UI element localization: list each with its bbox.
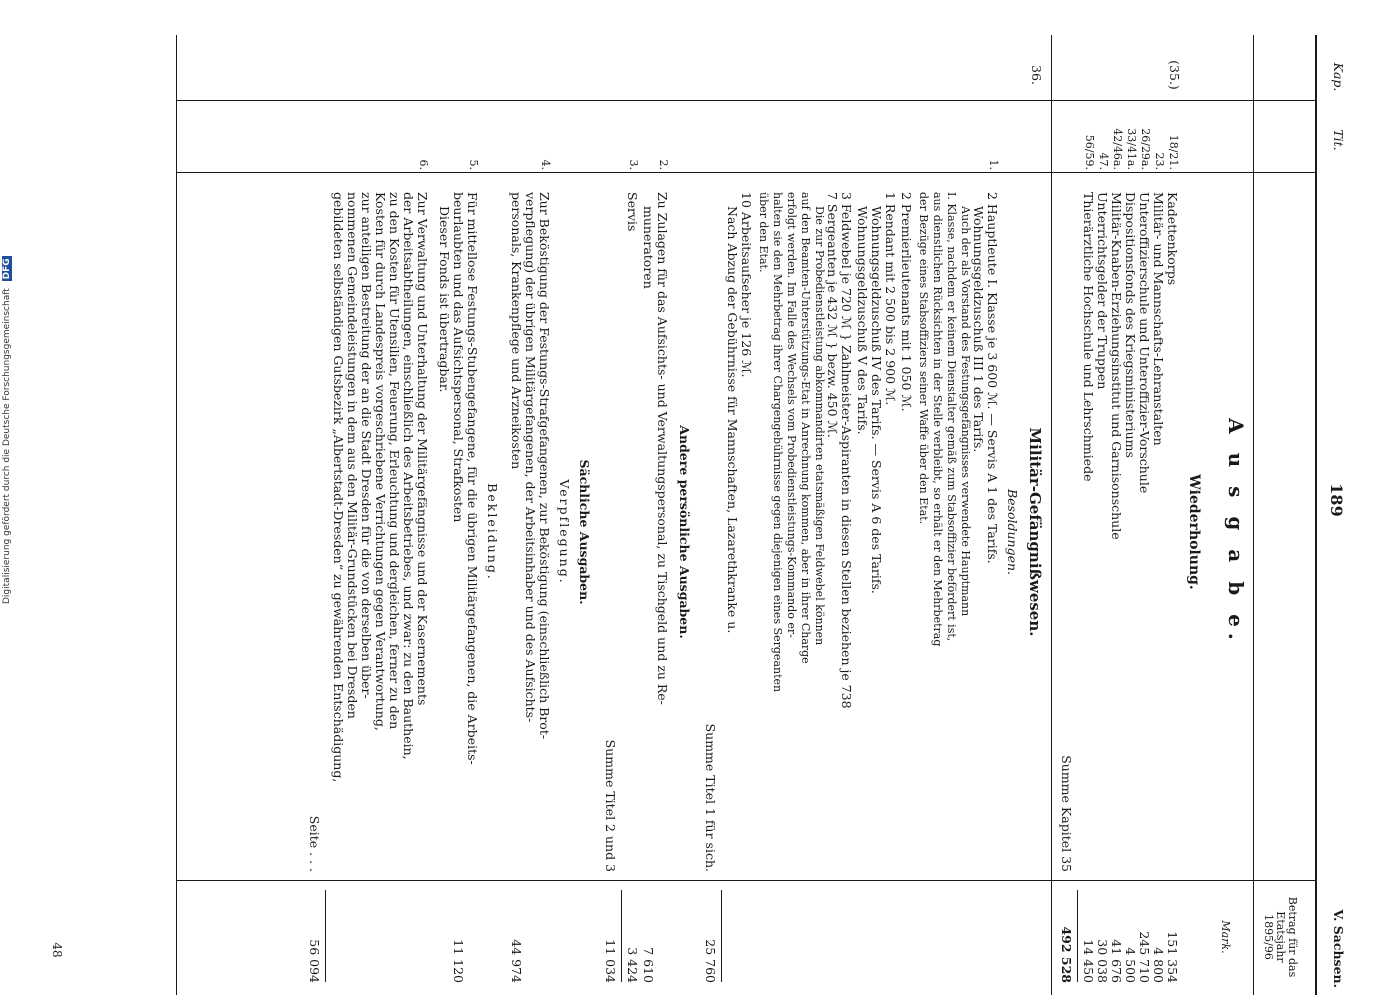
besoldung-line-10: Wohnungsgeldzuschuß V des Tarifs.	[855, 206, 870, 435]
bekleidung-line-1: Für mittellose Festungs-Stubengefangene, für die übrigen Militärgefangenen, die Arbeits-	[465, 192, 480, 765]
digitalisation-text: Digitalisierung gefördert durch die Deutsche Forschungsgemeinschaft	[2, 288, 12, 604]
andere-item-3-line-1: Servis	[625, 192, 640, 232]
besoldung-line-4: I. Klasse, nachdem er keinem Dienstalter gemäß zum Stabsoffizier befördert ist,	[945, 192, 958, 642]
besoldungen-heading: Besoldungen.	[1005, 488, 1020, 576]
bottom-rule	[176, 35, 177, 995]
verwaltung-line-4: Kosten für durch Landespreis vorgeschriebene Verrichtungen gegen Verantwortung,	[373, 192, 388, 731]
header-rule	[1253, 35, 1254, 995]
militaer-heading: Militär-Gefängnißwesen.	[1026, 427, 1044, 637]
besoldung-line-9: Wohnungsgeldzuschuß IV des Tarifs. — Servis A 6 des Tarifs.	[869, 206, 884, 594]
verpflegung-line-1: Zur Beköstigung der Festungs-Strafgefangenen, zur Beköstigung (einschließlich Brot-	[537, 192, 552, 740]
amount-knaben-erziehungsinstitut: 41 676	[1109, 939, 1124, 983]
andere-item-2-line-1: Zu Zulagen für das Aufsichts- und Verwaltungspersonal, zu Tischgeld und zu Re-	[655, 192, 670, 705]
verpflegung-line-3: personals, Krankenpflege und Arzneikosten	[509, 192, 524, 470]
item-kadettenkorps: Kadettenkorps	[1165, 192, 1180, 286]
besoldung-line-19: Nach Abzug der Gebührnisse für Mannschaften, Lazarethkranke u.	[725, 206, 740, 634]
sum-titel-1-label: Summe Titel 1 für sich.	[703, 723, 718, 872]
andere-item-3-amount: 3 424	[625, 947, 640, 983]
item-unterrichtsgelder: Unterrichtsgelder der Truppen	[1095, 192, 1110, 390]
verpflegung-heading: Verpflegung.	[557, 479, 572, 585]
item-lehranstalten: Militär- und Mannschafts-Lehranstalten	[1151, 192, 1166, 446]
tit-2: 2.	[657, 159, 670, 170]
seite-amount: 56 094	[307, 939, 322, 983]
seite-label: Seite . . .	[307, 815, 322, 872]
footer-page-number: 48	[50, 942, 64, 958]
besoldung-line-17: über den Etat.	[757, 192, 770, 273]
kap-header: Kap.	[1331, 62, 1346, 92]
tit-3: 3.	[627, 159, 640, 170]
bekleidung-line-3: Dieser Fonds ist übertragbar.	[437, 206, 452, 393]
saechlich-heading: Sächliche Ausgaben.	[577, 459, 592, 605]
seite-rule	[325, 890, 326, 982]
tit-42-46a: 42/46a.	[1111, 128, 1124, 170]
tit-header: Tit.	[1331, 129, 1346, 151]
tit-5: 5.	[467, 159, 480, 170]
verwaltung-line-3: zu den Kosten für Utensilien, Feuerung, Erleuchtung und dergleichen, ferner zu den	[387, 192, 402, 730]
verwaltung-line-5: zur anteiligen Bestreitung der an die Stadt Dresden für die von derselben über-	[359, 192, 374, 699]
tit-6: 6.	[417, 159, 430, 170]
sum-titel-1-amount: 25 760	[703, 939, 718, 983]
andere-heading: Andere persönliche Ausgaben.	[677, 425, 692, 639]
besoldung-line-6: der Bezüge eines Stabsoffiziers seiner Waffe über den Etat.	[917, 192, 930, 525]
section-label: V. Sachsen.	[1331, 909, 1346, 988]
digitalisation-credit	[2, 256, 12, 604]
besoldung-line-3: Auch der als Vorstand des Festungsgefängnisses verwendete Hauptmann	[959, 206, 972, 617]
page-number: 189	[1327, 483, 1346, 517]
besoldung-line-5: aus dienstlichen Rücksichten in der Stelle verbleibt, so erhält er den Mehrbetrag	[931, 192, 944, 647]
tit-56-59: 56/59.	[1083, 134, 1096, 170]
tit-4: 4.	[539, 159, 552, 170]
besoldung-line-11: 3 Feldwebel je 720 ℳ } Zahlmeister-Aspiranten in diesen Stellen beziehen je 738	[839, 192, 854, 709]
wiederholung-heading: Wiederholung.	[1186, 474, 1202, 590]
andere-item-2-line-2: muneratoren	[641, 206, 656, 289]
besoldung-line-13: Die zur Probedienstleistung abkommandirten etatsmäßigen Feldwebel können	[813, 206, 826, 646]
item-hochschule: Thierärztliche Hochschule und Lehrschmiede	[1081, 192, 1096, 482]
top-rule	[1315, 35, 1317, 995]
sum-titel-2-3-label: Summe Titel 2 und 3	[603, 739, 618, 872]
sum-titel-2-3-rule	[621, 890, 622, 982]
bekleidung-line-2: beurlaubten und das Aufsichtspersonal, Strafkosten	[451, 192, 466, 523]
tit-col-line	[177, 172, 1317, 173]
besoldung-line-16: halten sie den Mehrbetrag ihrer Chargengebührnisse gegen diejenigen eines Sergeanten	[771, 192, 784, 693]
amount-dispositionsfonds: 4 500	[1123, 947, 1138, 983]
bekleidung-amount: 11 120	[451, 939, 466, 983]
kap-35-label: (35.)	[1167, 60, 1182, 90]
sum-kapitel-35-label: Summe Kapitel 35	[1059, 755, 1074, 872]
sum-titel-1-rule	[721, 890, 722, 982]
kap-36-label: 36.	[1029, 65, 1044, 85]
besoldung-line-1: 2 Hauptleute I. Klasse je 3 600 ℳ. — Servis A 1 des Tarifs.	[985, 192, 1000, 564]
verwaltung-line-6: nommenen Gemeindeleistungen in dem aus den Militär-Grundstücken bei Dresden	[345, 192, 360, 719]
besoldung-line-15: erfolgt werden. Im Falle des Wechsels vom Probedienstleistungs-Kommando er-	[785, 192, 798, 638]
tit-23: 23.	[1153, 152, 1166, 170]
dfg-logo: DFG	[2, 258, 12, 280]
amount-header: Betrag für das Etatsjahr 1895/96	[1262, 896, 1299, 978]
sum-titel-2-3-amount: 11 034	[603, 939, 618, 983]
besoldung-line-12: 7 Sergeanten je 432 ℳ } bezw. 450 ℳ.	[825, 192, 840, 438]
amount-lehranstalten: 4 800	[1151, 947, 1166, 983]
item-knaben-erziehungsinstitut: Militär-Knaben-Erziehungsinstitut und Garnisonschule	[1109, 192, 1124, 540]
tit-47: 47.	[1097, 152, 1110, 170]
besoldung-line-7: 2 Premierlieutenants mit 1 050 ℳ.	[899, 192, 914, 412]
item-unteroffizierschule: Unteroffizierschule und Unteroffizier-Vorschule	[1137, 192, 1152, 494]
andere-item-2-amount: 7 610	[641, 947, 656, 983]
sum-35-rule	[1077, 890, 1078, 982]
document-title: A u s g a b e.	[1224, 418, 1248, 646]
amount-kadettenkorps: 151 354	[1165, 931, 1180, 983]
tit-18-21: 18/21.	[1167, 134, 1180, 170]
amount-col-line	[177, 880, 1317, 881]
tit-26-29a: 26/29a.	[1139, 128, 1152, 170]
tit-33-41a: 33/41a.	[1125, 128, 1138, 170]
verwaltung-line-2: der Arbeitsabtheilungen, einschließlich des Arbeitsbetriebes, und zwar: zu den Bauthein,	[401, 192, 416, 760]
currency-label: Mark.	[1219, 920, 1232, 954]
sum-kapitel-35-amount: 492 528	[1059, 926, 1074, 983]
verpflegung-amount: 44 974	[509, 939, 524, 983]
besoldung-line-8: 1 Rendant mit 2 500 bis 2 900 ℳ.	[883, 192, 898, 406]
section-rule-36	[1051, 35, 1052, 995]
besoldung-line-14: auf den Beamten-Unterstützungs-Etat in Anrechnung kommen, aber in ihrer Charge	[799, 192, 812, 664]
amount-hochschule: 14 450	[1081, 939, 1096, 983]
amount-unteroffizierschule: 245 710	[1137, 931, 1152, 983]
verpflegung-line-2: verpflegung) der übrigen Militärgefangenen, der Arbeitsinhaber und des Aufsichts-	[523, 192, 538, 723]
amount-unterrichtsgelder: 30 038	[1095, 939, 1110, 983]
bekleidung-heading: Bekleidung.	[485, 483, 500, 581]
item-dispositionsfonds: Dispositionsfonds des Kriegsministeriums	[1123, 192, 1138, 458]
verwaltung-line-7: gebildeten selbständigen Gutsbezirk „Albertstadt-Dresden“ zu gewährenden Entschädigung,	[331, 192, 346, 783]
verwaltung-line-1: Zur Verwaltung und Unterhaltung der Militärgefängnisse und der Kasernements	[415, 192, 430, 706]
besoldung-line-2: Wohnungsgeldzuschuß III 1 des Tarifs.	[971, 206, 986, 453]
tit-1: 1.	[987, 159, 1000, 170]
besoldung-line-18: 10 Arbeitsaufseher je 126 ℳ.	[739, 192, 754, 378]
